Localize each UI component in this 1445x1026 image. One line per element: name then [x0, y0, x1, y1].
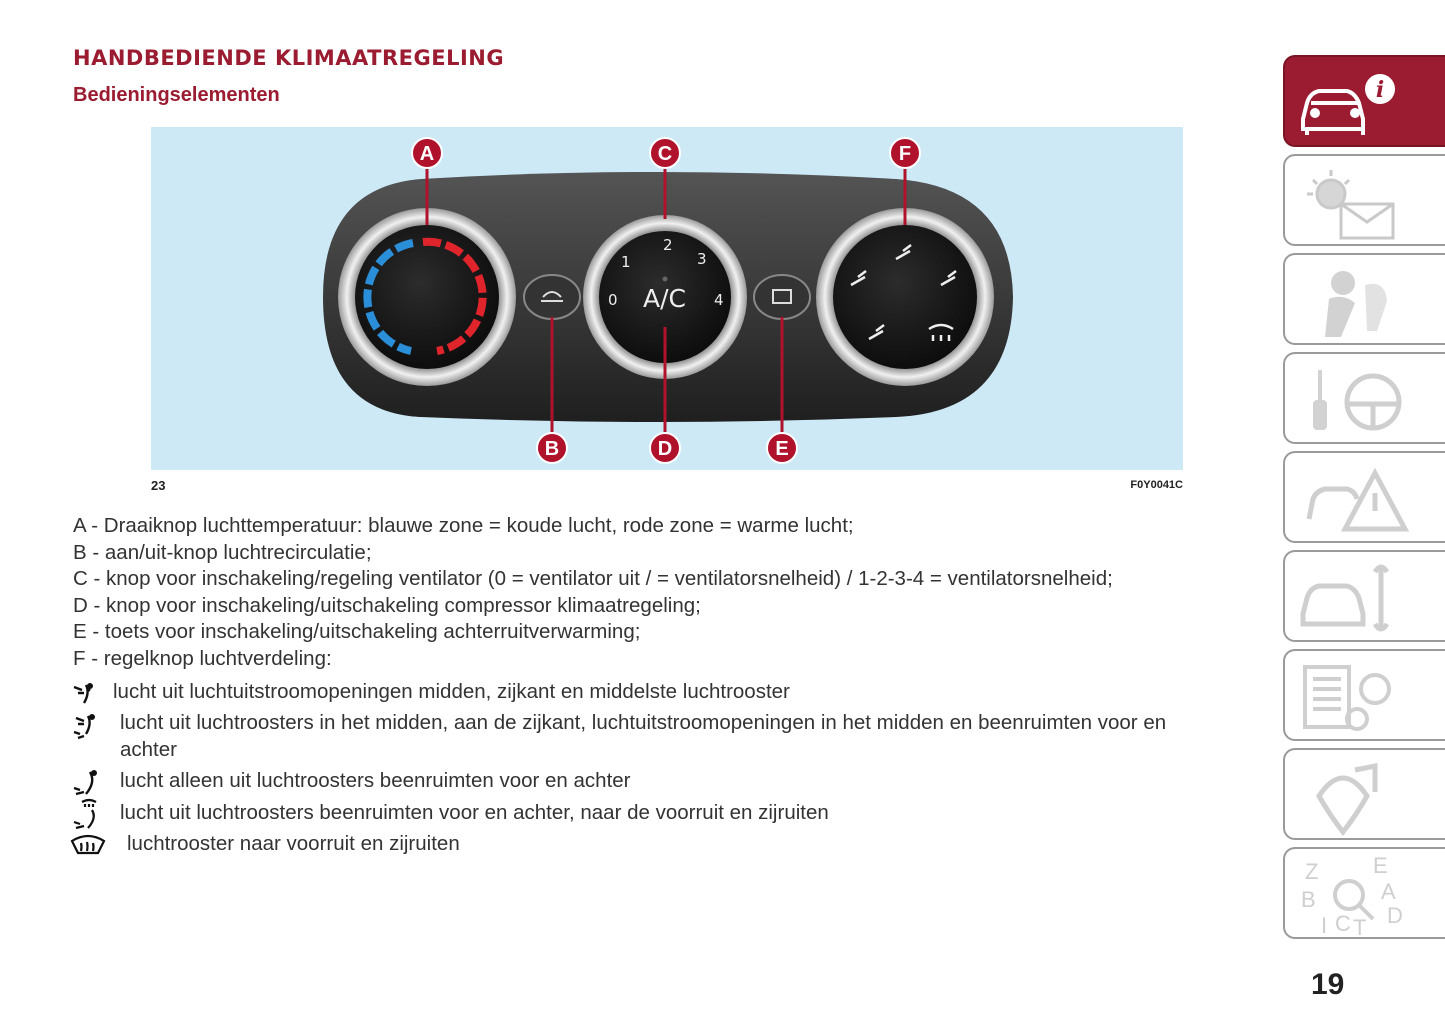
svg-text:F: F	[898, 143, 912, 165]
tab-emergency[interactable]	[1283, 451, 1445, 543]
svg-text:Z: Z	[1305, 859, 1319, 884]
airbag-seat-icon	[1295, 261, 1425, 341]
temperature-knob	[338, 208, 516, 386]
fan-speed-3: 3	[697, 250, 707, 268]
callout-c	[650, 138, 680, 168]
description-f: F - regelknop luchtverdeling:	[73, 646, 332, 670]
callout-a	[412, 138, 442, 168]
key-steering-icon	[1295, 360, 1425, 440]
svg-text:B: B	[544, 438, 560, 460]
distribution-text: lucht uit luchtroosters in het midden, aan de zijkant, luchtuitstroomopeningen in het midden en beenruimten voor en	[120, 711, 1167, 734]
svg-text:C: C	[657, 143, 673, 165]
svg-text:D: D	[1387, 903, 1403, 928]
air-distribution-knob	[816, 208, 994, 386]
figure-number: 23	[151, 478, 166, 493]
fan-speed-1: 1	[621, 253, 631, 271]
svg-text:C: C	[1335, 911, 1351, 935]
lights-warning-icon	[1295, 162, 1425, 242]
distribution-text: lucht alleen uit luchtroosters beenruimten voor en achter	[120, 769, 631, 792]
fan-speed-4: 4	[714, 291, 724, 309]
climate-panel-illustration	[151, 127, 1183, 470]
section-subtitle: Bedieningselementen	[73, 84, 280, 106]
svg-text:E: E	[775, 438, 789, 460]
description-d: D - knop voor inschakeling/uitschakeling compressor klimaatregeling;	[73, 593, 701, 617]
index-search-icon	[1295, 855, 1425, 935]
car-info-icon	[1295, 63, 1425, 143]
distribution-text-continued: achter	[120, 738, 177, 761]
fan-speed-2: 2	[663, 236, 673, 254]
callout-e	[767, 433, 797, 463]
distribution-text: lucht uit luchtuitstroomopeningen midden, zijkant en middelste luchtrooster	[113, 680, 790, 703]
description-c: C - knop voor inschakeling/regeling ventilator (0 = ventilator uit / = ventilatorsnelheid) / 1-2-3-4 = ventilatorsnelheid;	[73, 567, 1113, 591]
climate-control-figure	[151, 127, 1183, 470]
svg-text:I: I	[1321, 913, 1328, 935]
tab-safety[interactable]	[1283, 253, 1445, 345]
rear-defrost-button	[754, 275, 810, 319]
svg-text:T: T	[1353, 915, 1367, 935]
fan-speed-0: 0	[608, 291, 618, 309]
tab-technical-data[interactable]	[1283, 649, 1445, 741]
svg-text:A: A	[1381, 879, 1396, 904]
callout-d	[650, 433, 680, 463]
face-vent-icon	[70, 677, 106, 711]
svg-text:i: i	[1375, 77, 1385, 103]
feet-defrost-icon	[70, 798, 106, 832]
section-title: HANDBEDIENDE KLIMAATREGELING	[73, 46, 505, 70]
description-b: B - aan/uit-knop luchtrecirculatie;	[73, 540, 372, 564]
page-number: 19	[1311, 968, 1345, 1001]
tab-index[interactable]	[1283, 847, 1445, 939]
feet-vent-icon	[70, 766, 106, 800]
tab-multimedia[interactable]	[1283, 748, 1445, 840]
tab-lights-warnings[interactable]	[1283, 154, 1445, 246]
tab-maintenance[interactable]	[1283, 550, 1445, 642]
windscreen-defrost-icon	[70, 829, 106, 863]
description-a: A - Draaiknop luchttemperatuur: blauwe zone = koude lucht, rode zone = warme lucht;	[73, 514, 854, 537]
svg-text:B: B	[1301, 887, 1316, 912]
svg-text:E: E	[1373, 855, 1388, 878]
svg-text:A: A	[419, 143, 435, 165]
face-feet-vent-icon	[70, 708, 106, 742]
specs-gear-icon	[1295, 657, 1425, 737]
distribution-text: luchtrooster naar voorruit en zijruiten	[127, 832, 460, 855]
car-service-icon	[1295, 558, 1425, 638]
warning-triangle-icon	[1295, 459, 1425, 539]
figure-code: F0Y0041C	[1130, 479, 1183, 491]
svg-text:D: D	[657, 438, 673, 460]
callout-b	[537, 433, 567, 463]
multimedia-icon	[1295, 756, 1425, 836]
tab-car-info[interactable]	[1283, 55, 1445, 147]
ac-label: A/C	[643, 284, 686, 313]
recirculation-button	[524, 275, 580, 319]
control-descriptions	[73, 513, 1113, 673]
tab-starting-driving[interactable]	[1283, 352, 1445, 444]
callout-f	[890, 138, 920, 168]
description-e: E - toets voor inschakeling/uitschakeling achterruitverwarming;	[73, 620, 641, 644]
distribution-text: lucht uit luchtroosters beenruimten voor en achter, naar de voorruit en zijruiten	[120, 801, 829, 824]
